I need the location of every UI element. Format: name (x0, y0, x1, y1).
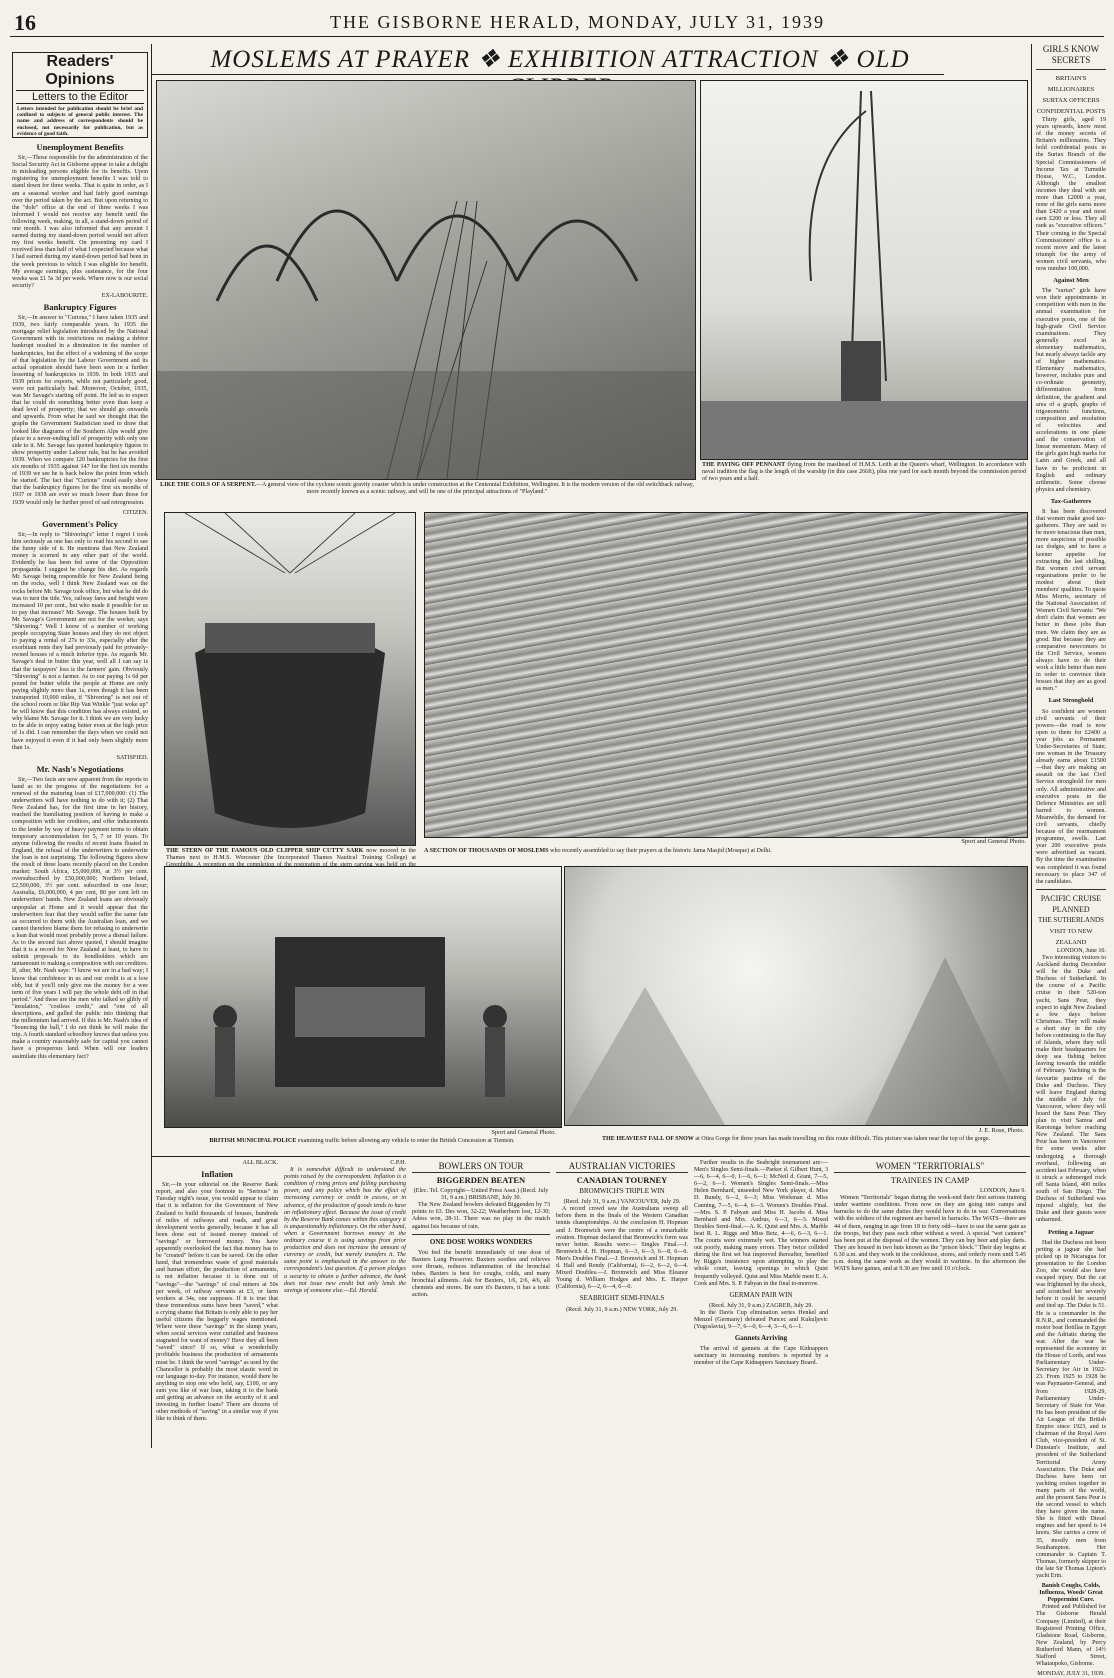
caption-text: —A general view of the cyclone scenic gravity coaster which is under construction at the Centennial Exhibition, Wellington. It is the modern version of the old switchback railway, more recently known as a scenic railway, and will be one of the principal attractions of "Playland." (255, 482, 694, 496)
caption-text: examining traffic before allowing any vehicle to enter the British Concession at Tientsin. (297, 1138, 515, 1144)
letters-column-3 (284, 1160, 406, 1448)
caption-text: now moored in the Thames next to H.M.S. Worcester (the Incorporated Thames Nautical Training College) at (166, 848, 416, 862)
women-subtitle: TRAINEES IN CAMP (890, 1175, 970, 1185)
letter-heading: Mr. Nash's Negotiations (36, 763, 124, 774)
girls-body1: Thirty girls, aged 19 years upwards, know most of the money secrets of Britain's millionaires. They hold confidential posts in the Surtax Branch of the Special Commissioners of Income Tax at Turnstile House, W.C., London. Although the smallest incomes they deal with are more than £2000 a year, none of the girls earns more than £420 a year and most earn £200 or less. They all rank as "executive officers." Their coming to the Special Commissioners' office is a recent move and the latest triumph for the army of women civil servants, who now number 100,000. (1036, 117, 1106, 272)
readers-header-box (12, 52, 148, 138)
main-headline: MOSLEMS AT PRAYER ❖ EXHIBITION ATTRACTION ❖ OLD (210, 46, 910, 73)
letter-body: Sir,—In your editorial on the Reserve Bank report, and also your footnote to "Serious" in Tuesday night's issue, you would appear to claim that it is inflation for the Government of New Zealand to build thousands of houses, hundreds of miles of railways and roads, and great development works generally, because it has all been done out of issued money instead of "savings" or borrowed money. You have apparently overlooked the fact that money has to be "created" before it can be saved. On the other hand, that tremendous waste of good materials and human effort, the production of armaments, is not inflation because it is done out of "savings"—the "savings" of coal miners at 50s per week, of railway servants at £3, or farm workers at 34s, one supposes. If it is true that these tremendous sums have been "saved," what a crying shame that Britain is only able to pay her useful citizens the beggarly wages mentioned. Where were these "savings" in the slump years, when social services were curtailed and business stagnated for want of money? Have they all been "saved" since? If so, what a wonderfully profitable business the production of armaments must be. I think the word "savings" as used by the Chancellor is probably the most elastic word in our language to-day. For instance, would there be anything to stop one who held, say, £100, or any sum you like of war loan, taking it to the bank and getting an advance on the security of it and investing in further loans? There are dozens of other methods of "saving" in a similar way if you like to think of them. (156, 1182, 278, 1423)
gannets-title: Gannets Arriving (734, 1334, 788, 1343)
letter-signature: C.P.H. (390, 1160, 406, 1166)
girls-body4: So confident are women civil servants of their powers—the road is now open to them for £2400 a year jobs as Permanent Under-Secretaries of State; one woman in the Treasury already earns about £1500—that they are making an assault on the last Civil Service stronghold for men only. All administrative and executive posts in the Defence Ministries are still barred to women. Meanwhile, the demand for civil servants, chiefly because of the rearmament programme, swells. Last year 200 executive posts were advertised as vacant. By the time the examination was completed it was found necessary to place 347 of the candidates. (1036, 708, 1106, 885)
letter-heading: Unemployment Benefits (36, 142, 124, 152)
caption-text: who recently assembled to say their prayers at the historic Jama Masjid (Mosque) at Delhi. (550, 848, 772, 854)
column-rule (151, 44, 152, 1448)
letter-heading: Inflation (201, 1169, 233, 1180)
separator (1036, 69, 1106, 70)
bowlers-subtitle: BIGGERDEN BEATEN (436, 1175, 526, 1185)
pacific-dateline: LONDON, June 10. (1056, 947, 1106, 954)
caption-lead: THE STERN OF THE FAMOUS OLD CLIPPER SHIP CUTTY SARK (166, 848, 364, 854)
row-rule (152, 1156, 1030, 1157)
truck-drawing (165, 867, 561, 1127)
bowlers-title: BOWLERS ON TOUR (412, 1160, 550, 1173)
rollercoaster-photo (156, 80, 696, 480)
caption-lead: A SECTION OF THOUSANDS OF MOSLEMS (424, 848, 549, 854)
moslems-caption (424, 848, 1026, 855)
moslems-photo (424, 512, 1028, 838)
german-pair-body: In the Davis Cup elimination series Henkel and Menzel (Germany) defeated Puncec and Kukuljevic (Yugoslavia), 9—7, 6—0, 6—4, 3—6, 6—1. (694, 1309, 828, 1331)
wonders-body: You feel the benefit immediately of one dose of Baxters Lung Preserver. Baxters soothes and relieves sore throats, reduces inflammation of the bronchial tubes. Baxters is best for coughs, colds, and many bronchial ailments. Ask for Baxters, 1/6, 2/6, 4/6, all chemists and stores. Be sure it's Baxters, it has a tonic action. (412, 1249, 550, 1299)
imprint: Printed and Published for The Gisborne Herald Company (Limited), at their Registered Printing Office, Gladstone Road, Gisborne, New Zealand, by Percy Rutherford Mann, of 14½ Stafford Street, Whataupoko, Gisborne. (1036, 1604, 1106, 1668)
letter-heading: Bankruptcy Figures (43, 301, 117, 312)
letter-body: Sir,—In reply to "Shivering's" letter I regret I took him seriously as one has only to read his second to see the funny side of it. He mentions that New Zealand money is scorned in any other part of the world. Evidently he has been fed some of the Opposition propaganda. I suggest he change his diet. As regards Mr. Savage being responsible for New Zealand being on the rocks, well I think New Zealand was on the rocks before Mr. Savage took office, but what he did do was to turn the tide. Yes, railway fares and freight were increased 10 per cent., but who made it possible for us to pay that increase? Mr. Savage. The houses built by Mr. Savage's Government are not for the worker, says "Shivering." Well I know of a number of working people occupying State houses and they do not object to paying a rental of 27s to 33s, especially after the exorbitant rents they had previously paid for privately-owned houses of a much inferior type. As regards Mr. Savage's deal in butter this year, well all I can say is that the taxpayers' loss is the farmers' gain. Obviously "Shivering" is not a farmer. As to our paying 1s 6d per pound for butter while the people at Home are only paying slightly more than 1s, even though it has been transported 10,000 miles, if "Shivering" is not out of the school room or like Rip Van Winkle "just woke up" he will know that this condition has always existed, so why blame Mr. Savage for it. I think we are very lucky to be able to enjoy eating butter even at the high price of 1s did. I can remember the days when we could not have enjoyed it even if it had only been slightly more than 1s. (12, 531, 148, 751)
rollercoaster-caption (160, 482, 694, 496)
editor-note: It is somewhat difficult to understand the points raised by the correspondent. Inflation is a condition of rising prices and falling purchasing power, and any policy which has the effect of increasing currency or credit in excess, or in advance, of the production of goods tends to have an inflationary effect. Because the issue of credit by the Reserve Bank comes within this category it is unquestionably inflationary. On the other hand, when a Government borrows money in the ordinary course it is using savings from prior production and does not increase the amount of currency or credit, but merely transfers it. The same point is emphasised in the answer to the correspondent's last question. If a person pledges a security to obtain a further advance, the bank does not issue new credit but only lends the savings of someone else.—Ed. Herald. (284, 1167, 406, 1294)
letter-signature: CITIZEN. (122, 509, 148, 516)
letter-heading: Government's Policy (42, 518, 118, 529)
seabright-dateline: (Recd. July 31, 9 a.m.) NEW YORK, July 29. (566, 1306, 678, 1313)
letter-body: Sir,—Two facts are now apparent from the reports to hand as to the progress of the negotiations for a renewal of the maturing loan of £17,000,000: (1) The underwriters will have nothing to do with it; (2) That New Zealand has, for the first time in her history, reached the humiliating position of having to make a composition with her creditors, and offer inducements to the lender by way of heavy payment terms to obtain temporary accommodation for 5, 7 or 10 years. To anyone following the results of recent loans floated in England, the refusal of the underwriters to underwrite the loan is not surprising. The following figures show the result of three loans recently placed on the London market: South Africa, £5,000,000, at 3½ per cent. oversubscribed by £50,000,000; Northern Ireland, £2,500,000, 3½ per cent. subscribed in one hour; Australia, £6,000,000, 4 per cent, 80 per cent left on underwriters' hands. New Zealand loans are obviously unpopular at Home and it would appear that the underwriters fear that they would suffer the same fate as occurred to them with the Australian loan, and we cannot therefore blame them for refusing to underwrite a loan that would most probably prove a dismal failure. As to the second fact above quoted, I should imagine that it is a record for New Zealand at least, to have to submit proposals to its bondholders which are tantamount to making a composition with our creditors. If, after, Mr. Nash says: "I know we are in a bad way; I know that confidence in us and our credit is at a low ebb, but if you'll only give me the money for a wee term of five years I will pay the whole debt off in that period." And these are the men who talked so glibly of "insulation," "costless credit," and "one of all descriptions, and gulled the public into thinking that the millennium had arrived. If this is Mr. Nash's idea of "bouncing the ball," I do not think he will make the trip. A fourth standard schoolboy knows that unless you make a country reasonably safe for capital you cannot have a prosperous land. When will our leaders assimilate this elementary fact? (12, 776, 148, 1060)
pacific-sub2: VISIT TO NEW ZEALAND (1049, 927, 1093, 946)
newspaper-masthead: THE GISBORNE HERALD, MONDAY, JULY 31, 1939 (330, 12, 826, 32)
bowlers-body: The New Zealand bowlers defeated Biggenden by 73 points to 63. Des won, 32-22; Weatherburn lost, 12-30; Adess won, 28-11. There was no play in the match against Isis because of rain. (412, 1202, 550, 1230)
australian-title: AUSTRALIAN VICTORIES (556, 1160, 688, 1173)
german-pair-title: GERMAN PAIR WIN (729, 1290, 793, 1299)
pacific-sub: THE SUTHERLANDS (1038, 915, 1104, 924)
letter-body: Sir,—Those responsible for the administration of the Social Security Act in Gisborne appear to take a delight in misleading persons eligible for its benefits. Upon registering for unemployment benefits I was told to stand down for three weeks. That is quite in order, as I am a seasonal worker and had fairly good earnings over the period taken by the act. But upon returning to the "dole" office at the end of three weeks I was informed I would not receive any benefit until the following week, making, in all, a stand-down period of one month. I was also informed that any amount I earned during my stand-down period would not affect my first weeks benefit. On presenting my card I received less than half of what I expected because what I had earned during my stand-down period had been in the week previous to which I was eligible for benefit. My average earnings, plus sustenance, for the four weeks was £1 5s 3d per week. Where now is our social security? (12, 155, 148, 289)
caption-text: flying from the masthead of H.M.S. Leith at the Queen's wharf, Wellington. In accordance with naval tradition the flag is the length of the warship (in this case 266ft), plus one yard for each month beyond the commission period of two years and a half. (702, 462, 1027, 483)
australian-dateline: (Recd. July 31, 9 a.m.) VANCOUVER, July 29. (563, 1199, 681, 1206)
girls-body2: The "surtax" girls have won their appointments in competition with men in the annual examination for executive posts, one of the high-grade Civil Service examinations. They generally excel in elementary mathematics, but nearly always tackle any of higher mathematics. Elementary mathematics, however, includes pure and co-ordinate geometry, differentiation from definition, the gradient and area of a graph, graphs of trigonometric functions, composition and resolution of velocities and accelerations in one plane and the conservation of linear momentum. Many of the girls gain high marks for Latin and Greek, and all have to be proficient in English and ordinary arithmetic. Some choose physics and chemistry. (1036, 288, 1106, 493)
girls-sub1: BRITAIN'S MILLIONAIRES (1047, 75, 1095, 93)
page-number: 16 (14, 10, 36, 35)
women-title: WOMEN "TERRITORIALS" (834, 1160, 1026, 1173)
letter-signature: SATISFIED. (116, 754, 148, 761)
readers-subtitle: Letters to the Editor (16, 90, 144, 104)
letter-signature: ALL BLACK. (242, 1160, 278, 1166)
police-caption (166, 1138, 558, 1145)
australian-subtitle: CANADIAN TOURNEY (576, 1175, 668, 1185)
girls-body3: It has been discovered that women make good tax-gatherers. They are said to be more tenacious than men, more suspicious of possible tax dodges, and to have a keener appetite for extracting the last shilling. But women civil servant organisations prefer to be modest about their members' qualities. To quote Miss Morris, secretary of the National Association of Women Civil Servants: "We don't claim that women are better in these jobs than men. We claim they are as good. But because they are comparative newcomers to the Civil Service, women always have to do their work a little better than men in order to convince their bosses that they are as good as men." (1036, 508, 1106, 693)
australian-column-1 (556, 1160, 688, 1448)
photo-credit: Sport and General Photo. (961, 838, 1026, 845)
girls-h-last: Last Stronghold (1048, 697, 1094, 705)
girls-sub3: CONFIDENTIAL POSTS (1036, 108, 1106, 115)
right-column (1036, 44, 1106, 1678)
letters-column-1 (12, 140, 148, 1448)
girls-sub2: SURTAX OFFICERS (1042, 97, 1100, 104)
snow-caption (566, 1136, 1026, 1143)
caption-text: at Otira Gorge for three years has made travelling on this route difficult. This picture was taken near the top of the gorge. (695, 1136, 991, 1142)
pacific-title: PACIFIC CRUISE PLANNED (1040, 893, 1102, 914)
german-pair-dateline: (Recd. July 31, 9 a.m.) ZAGREB, July 29. (709, 1302, 813, 1309)
separator (1036, 889, 1106, 890)
bowlers-dateline: (Elec. Tel. Copyright—United Press Assn.) (Recd. July 31, 9 a.m.) BRISBANE, July 30. (413, 1188, 549, 1202)
women-body: Women "Territorials" began during the week-end their first serious training under wartime conditions. From now on they are going into camps and barracks to do the same duties they would have to do in war. Conversations with the soldiers of the regiment are barred in barracks. The WATS—there are 44 of them, ranging in age from 18 to forty odd—have to use the same gate as the troops, but they pass each other without a word. A special "wet canteen" has been put at the disposal of the women. They can buy beer and play darts. They are housed in two huts known as the "prison block." Their day begins at 6.30 a.m. and they work in the cookhouse, stores, and orderly room until 5.45 p.m. doing the same work as they would in wartime. In the afternoon the WATS have games, and at 9.30 are free until 10 o'clock. (834, 1195, 1026, 1273)
seabright-body: Further results in the Seabright tournament are:— Men's Singles Semi-finals.—Parker d. Gilbert Hunt, 3—6, 6—4, 6—0, 1—6, 6—1; McNeil d. Grant, 7—5, 6—2, 6—1. Women's Singles Semi-finals.—Miss Helen Bernhard, unseeded New York player, d. Miss D. Bundy, 6—2, 6—3; Miss Workman d. Miss Canning, 7—5, 6—4, 6—3. Women's Doubles Final.—Mrs. S. P. Fabyan and Miss H. Jacobs d. Miss Bernhard and Mrs. Andrus, 6—3, 6—3. Mixed Doubles Semi-final.—A. K. Quist and Mrs. A. Marble beat R. L. Riggs and Miss Betz, 4—6, 6—3, 6—1. The courts were extremely wet. The winners started out poorly, making many errors. They twice collided during the first set but improved thereafter, benefited by Riggs's insistence upon attempting to play the whole court, leaving openings to which Quist frequently volleyed. Quist and Miss Marble meet E. A. Cook and Mrs. S. P. Fabyan in the final to-morrow. (694, 1160, 828, 1287)
australian-column-2 (694, 1160, 828, 1448)
women-column (834, 1160, 1026, 1448)
caption-lead: LIKE THE COILS OF A SERPENT. (160, 482, 256, 488)
ship-stern-drawing (165, 513, 415, 845)
snow-photo (564, 866, 1028, 1126)
women-dateline: LONDON, June 9. (979, 1188, 1026, 1195)
australian-body: A record crowd saw the Australians sweep all before them in the finals of the Western Canadian tennis championships. At the conclusion H. Hopman and J. Bromwich were the centre of a remarkable ovation. Hopman declared that Bromwich's form was never better. Results were:— Singles Final.—J. Bromwich d. H. Hopman, 6—3, 6—3, 6—8, 6—0. Men's Doubles Final.—J. Bromwich and H. Hopman d. Hall and Rendy (California), 6—2, 6—2, 6—4. Mixed Doubles.—J. Bromwich and Miss Eleanor Young d. William Hodges and Mrs. E. Harper (California), 6—2, 6—4, 6—0. (556, 1206, 688, 1291)
photo-credit: J. E. Rose, Photo. (978, 1127, 1024, 1134)
seabright-title: SEABRIGHT SEMI-FINALS (579, 1294, 665, 1303)
girls-h-men: Against Men (1053, 277, 1089, 285)
woods-ad: Banish Coughs, Colds, Influenza, Woods' Great Peppermint Cure. (1039, 1583, 1103, 1604)
rollercoaster-drawing (157, 81, 695, 479)
letters-column-2 (156, 1160, 278, 1448)
imprint-date: MONDAY, JULY 31, 1939. (1037, 1671, 1105, 1678)
bowlers-column (412, 1160, 550, 1448)
wonders-title: ONE DOSE WORKS WONDERS (429, 1237, 533, 1246)
column-rule (1031, 44, 1032, 1448)
pennant-photo (700, 80, 1028, 460)
police-photo (164, 866, 562, 1128)
girls-title: GIRLS KNOW SECRETS (1042, 44, 1100, 65)
gannets-body: The arrival of gannets at the Cape Kidnappers sanctuary in increasing numbers is reported by a member of the Cape Kidnappers Sanctuary Board. (694, 1346, 828, 1367)
snow-trees-drawing (565, 867, 1027, 1125)
letter-body: Sir,—In answer to "Curious," I have taken 1935 and 1939, two fairly comparable years. In 1935 the mortgage relief legislation introduced by the National Government with its restrictions on making a debtor bankrupt resulted in a diminution in the number of bankruptcies, but the effect of a widening of the scope of that legislation by the Labour Government and its actual operation should have been seen in a further lessening of bankruptcies in 1939. In both 1935 and 1939 prices for exports, while not particularly good, were not particularly bad. Moreover, October, 1935, was Mr Savage's starting off point. He led us to expect that he could do something better even than keep a dead level of prosperity; that we should go onwards and upwards. From what he said we thought that the graphs the Government Statistician used to draw that looked like diagrams of the Southern Alps would give place to a never-ending hill of prosperity with only one side to it. Mr. Savage has quoted bankruptcy figures to show prosperity under Labour rule, but he has avoided 1939. When we compare 120 bankruptcies for the first six months of 1935 against 147 for the first six months of 1939 we see he is back below the point from which he started. The fact that "Curious" could easily show that the bankruptcy figures for the first six months of 1937 or 1938 are ever so much lower than those for 1939 would only be further proof of sad retrogression. (12, 315, 148, 506)
letter-signature: EX-LABOURITE. (101, 292, 148, 299)
jaguar-heading: Petting a Jaguar (1048, 1228, 1094, 1236)
pennant-caption (702, 462, 1026, 484)
caption-lead: BRITISH MUNICIPAL POLICE (209, 1138, 297, 1144)
jaguar-body: Had the Duchess not been petting a jaguar she had picked up in Nicaragua for presentation to the London Zoo, she would also have escaped injury. But the cat was frightened by the shock, and scratched her severely before it could be secured and tied up. The Duke is 51. He is a commander in the R.N.R., and commanded the motor boat flotillas in Egypt and the Adriatic during the war. After the war he represented the economy in the House of Lords, and was Parliamentary Under-Secretary for Air in 1922-23. From 1925 to 1928 he was Paymaster-General, and from 1928-29, Parliamentary Under-Secretary of State for War. He has been president of the Air League of the British Empire since 1923, and is chairman of the Royal Aero Club, vice-president of St. Dunstan's Institute, and president of the Sutherland Territorial Army Association. The Duke and Duchess have been on yachting cruises together in many parts of the world, and the present Sans Peur is the second vessel to which they have given the name. She is fitted with Diesel engines and her speed is 14 knots. She carries a crew of 35, mostly men from Southampton. Her commander is Captain T. Thomas, formerly skipper to the late Sir Thomas Lipton's yacht Erin. (1036, 1239, 1106, 1579)
cutty-sark-photo (164, 512, 416, 846)
caption-lead: THE HEAVIEST FALL OF SNOW (601, 1136, 694, 1142)
girls-h-tax: Tax-Gatherers (1050, 497, 1092, 505)
pacific-body: Two interesting visitors to Auckland during December will be the Duke and Duchess of Sutherland. In the course of a Pacific cruise in their 520-ton yacht, Sans Peur, they expect to sight New Zealand a few days before Christmas. They will make a short stay in the city before continuing to the Bay of Islands, where they will make their headquarters for deep sea fishing before leaving towards the middle of February. Yachting is the favourite pastime of the Duke and Duchess. They will leave England during the middle of July for Vancouver, where they will board the Sans Peur. They plan to visit Samoa and Rarotonga before reaching New Zealand. The Sans Peur has been in Vancouver for some weeks after undergoing a thorough overhaul, following an accident last February, when it struck a submerged rock off Santa Island, 400 miles south of San Diego. The Duchess of Sutherland was injured slightly, but the Duke and their guests were unharmed. (1036, 954, 1106, 1224)
crane-drawing (701, 81, 1027, 459)
headline-rule (152, 74, 944, 75)
caption-lead: THE PAYING OFF PENNANT (702, 462, 786, 468)
separator (412, 1234, 550, 1235)
masthead-rule (10, 36, 1104, 37)
readers-title: Readers' Opinions (45, 53, 115, 88)
australian-subsub: BROMWICH'S TRIPLE WIN (579, 1187, 665, 1196)
photo-credit: Sport and General Photo. (491, 1129, 556, 1136)
readers-note: Letters intended for publication should be brief and confined to subjects of general public interest. The name and address of correspondents should be enclosed, not necessarily for publication, but as evidence of good faith. (17, 106, 143, 137)
